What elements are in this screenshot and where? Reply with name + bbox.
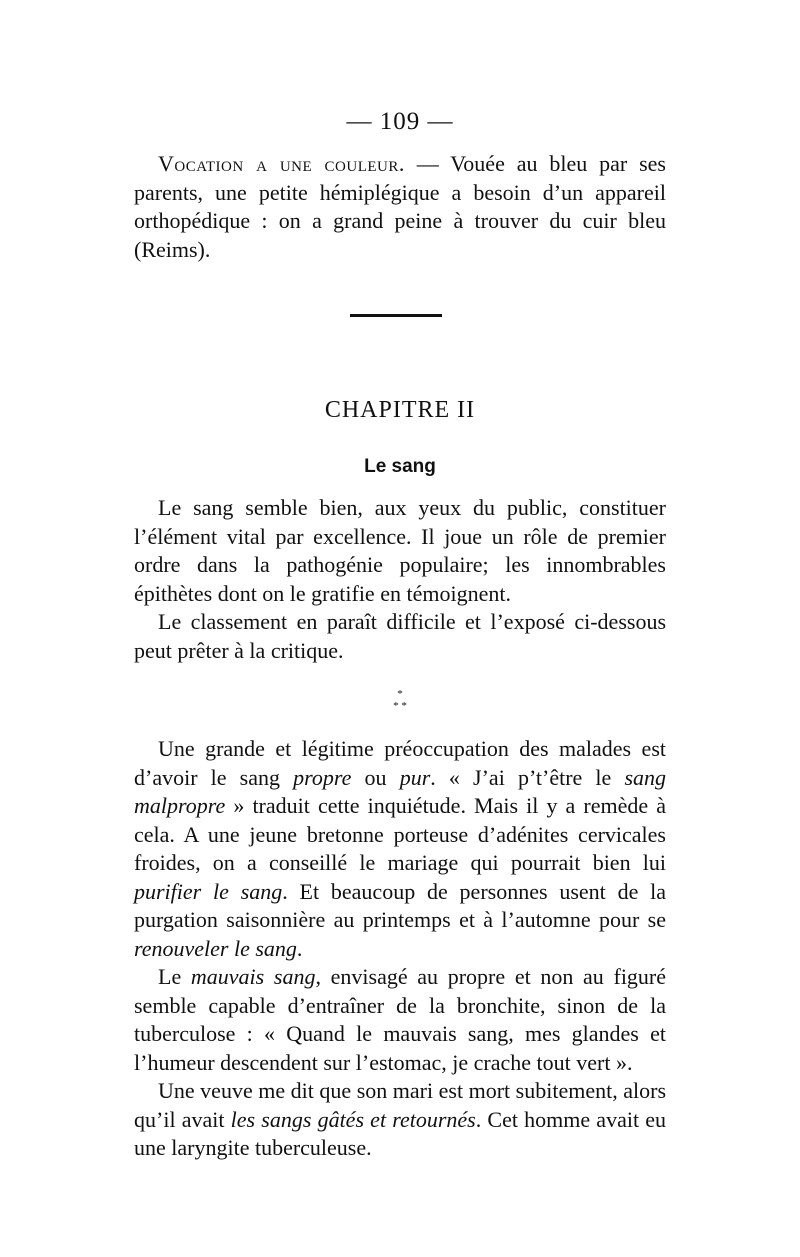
asterism-separator [380, 688, 420, 712]
paragraph: Le classement en paraît difficile et l’exposé ci-dessous peut prêter à la critique. [134, 609, 666, 663]
chapter-title: CHAPITRE II [324, 397, 476, 423]
section-divider [350, 314, 442, 317]
paragraph-widow: Une veuve me dit que son mari est mort subitement, alors qu’il avait les sangs gâtés et retournés. Cet homme avait eu une laryngite tuberculeuse. [134, 1078, 667, 1160]
main-text [134, 735, 666, 1163]
intro-heading: Vocation a une couleur. [158, 151, 405, 176]
paragraph-bad-blood: Le mauvais sang, envisagé au propre et non au figuré semble capable d’entraîner de la bronchite, sinon de la tuberculose : « Quand le mauvais sang, mes glandes et l’humeur descendent sur l’estomac, je crache tout vert ». [134, 964, 667, 1075]
intro-paragraph [134, 150, 666, 264]
asterism-bottom: * * [393, 700, 407, 712]
paragraph-purity: Une grande et légitime préoccupation des malades est d’avoir le sang propre ou pur. « J’ai p’t’être le sang malpropre » traduit cette inquiétude. Mais il y a remède à cela. A une jeune bretonne porteuse d’adénites cervicales froides, on a conseillé le mariage qui pourrait bien lui purifier le sang. Et beaucoup de personnes usent de la purgation saisonnière au printemps et à l’automne pour se renouveler le sang. [134, 736, 667, 961]
asterism-top: * [397, 688, 403, 700]
chapter-intro [134, 494, 666, 665]
paragraph: Le sang semble bien, aux yeux du public, constituer l’élément vital par excellence. Il joue un rôle de premier ordre dans la pathogénie populaire; les innombrables épithètes dont on le gratifie en témoignent. [134, 495, 666, 606]
page-number: — 109 — [346, 108, 454, 135]
chapter-subtitle: Le sang [364, 456, 436, 477]
intro-text: — Vouée au bleu par ses parents, une petite hémiplégique a besoin d’un appareil orthopédique : on a grand peine à trouver du cuir bleu (Reims). [134, 151, 666, 262]
